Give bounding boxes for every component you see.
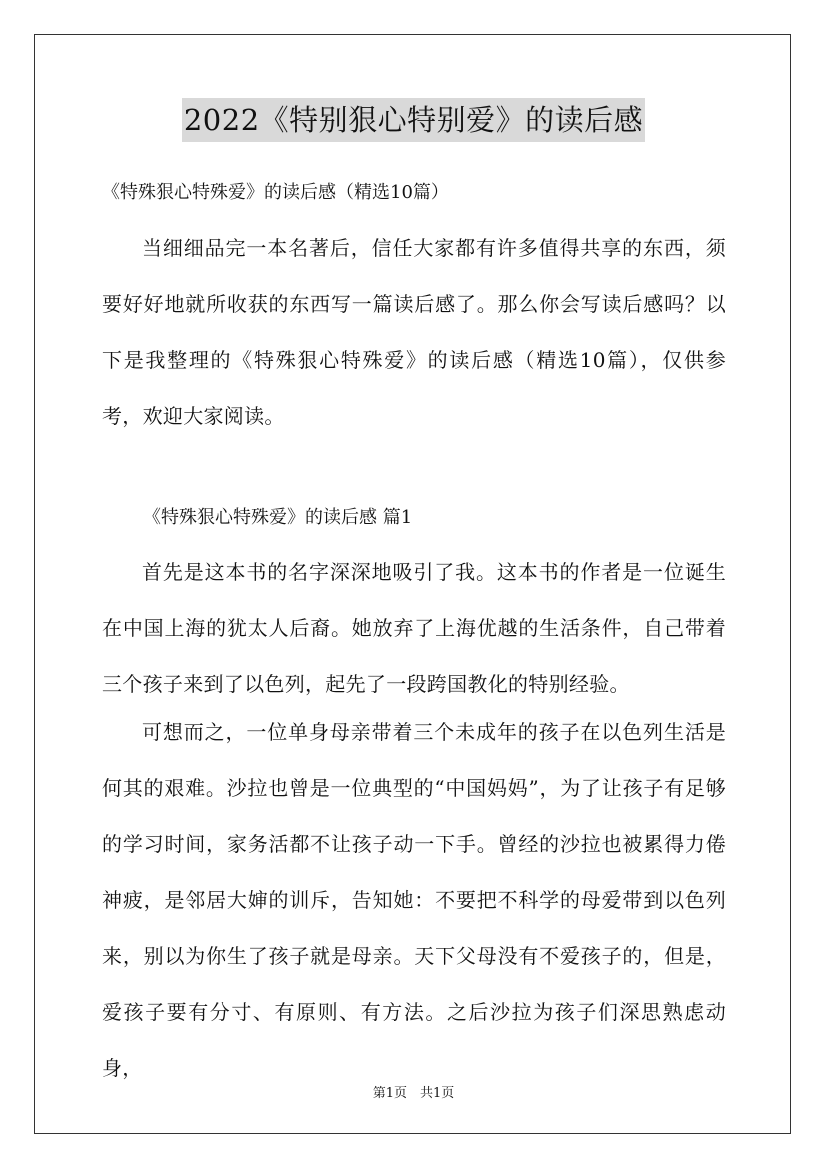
document-title: 2022《特别狠心特别爱》的读后感: [182, 98, 645, 142]
section-heading: 《特殊狠心特殊爱》的读后感 篇1: [143, 507, 413, 528]
page-footer: 第1页 共1页: [372, 1086, 455, 1101]
title-container: [0, 98, 827, 142]
body-paragraph-2: 可想而之，一位单身母亲带着三个未成年的孩子在以色列生活是何其的艰难。沙拉也曾是一位典型的“中国妈妈”，为了让孩子有足够的学习时间，家务活都不让孩子动一下手。曾经的沙拉也被累得力倦神疲，是邻居大婶的训斥，告知她：不要把不科学的母爱带到以色列来，别以为你生了孩子就是母亲。天下父母没有不爱孩子的，但是，爱孩子要有分寸、有原则、有方法。之后沙拉为孩子们深思熟虑动身，: [102, 720, 726, 1080]
body-paragraph-1: 首先是这本书的名字深深地吸引了我。这本书的作者是一位诞生在中国上海的犹太人后裔。她放弃了上海优越的生活条件，自己带着三个孩子来到了以色列，起先了一段跨国教化的特别经验。: [102, 560, 726, 696]
intro-paragraph: 当细细品完一本名著后，信任大家都有许多值得共享的东西，须要好好地就所收获的东西写一篇读后感了。那么你会写读后感吗？以下是我整理的《特殊狠心特殊爱》的读后感（精选10篇），仅供参考，欢迎大家阅读。: [102, 236, 726, 428]
document-subtitle: 《特殊狠心特殊爱》的读后感（精选10篇）: [102, 182, 449, 203]
